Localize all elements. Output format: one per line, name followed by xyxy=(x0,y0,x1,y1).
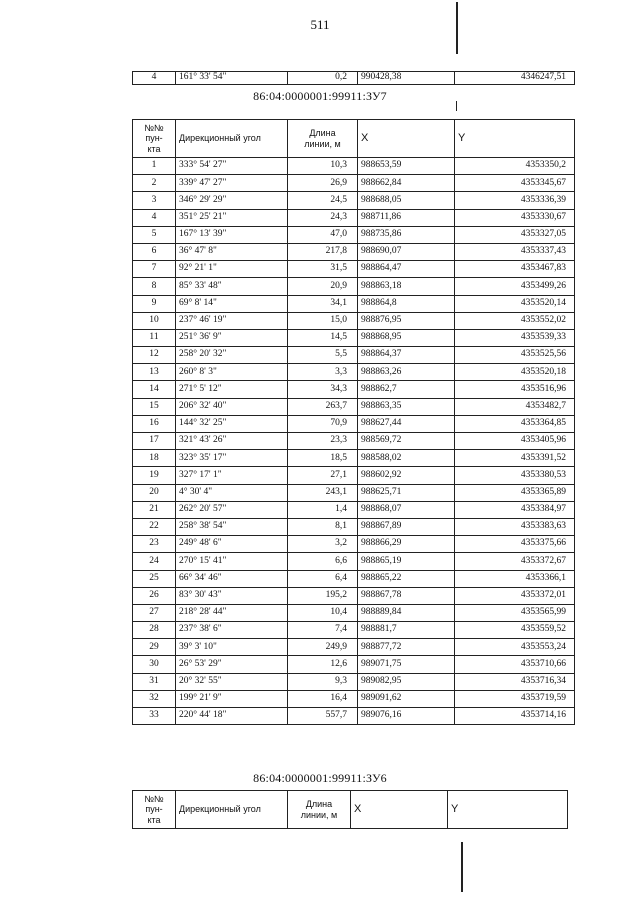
point-number: 27 xyxy=(133,604,176,621)
header-num-line3: кта xyxy=(147,143,161,154)
coord-x: 988868,07 xyxy=(358,501,455,518)
table-body xyxy=(133,791,568,829)
table-row xyxy=(133,381,575,398)
direction-angle: 351° 25' 21" xyxy=(176,209,288,226)
coord-y: 4353365,89 xyxy=(455,484,575,501)
table-row xyxy=(133,261,575,278)
table-row xyxy=(133,673,575,690)
table-row xyxy=(133,209,575,226)
point-number: 33 xyxy=(133,708,176,725)
coord-x: 988653,59 xyxy=(358,158,455,175)
coord-y: 4353520,14 xyxy=(455,295,575,312)
coord-x: 988876,95 xyxy=(358,312,455,329)
coord-x: 988865,19 xyxy=(358,553,455,570)
line-length: 217,8 xyxy=(288,243,358,260)
point-number: 29 xyxy=(133,639,176,656)
direction-angle: 249° 48' 6" xyxy=(176,536,288,553)
line-length: 6,6 xyxy=(288,553,358,570)
coord-x: 988662,84 xyxy=(358,175,455,192)
direction-angle: 20° 32' 55" xyxy=(176,673,288,690)
coord-x: 988889,84 xyxy=(358,604,455,621)
header-num-line3: кта xyxy=(147,814,161,825)
table-row xyxy=(133,329,575,346)
line-length: 7,4 xyxy=(288,622,358,639)
direction-angle: 39° 3' 10" xyxy=(176,639,288,656)
line-length: 263,7 xyxy=(288,398,358,415)
header-num-line2: пун- xyxy=(145,133,163,144)
line-length: 557,7 xyxy=(288,708,358,725)
header-y: Y xyxy=(455,120,575,158)
table-row xyxy=(133,467,575,484)
top-table-body xyxy=(133,72,575,85)
line-length: 1,4 xyxy=(288,501,358,518)
coord-y: 4353520,18 xyxy=(455,364,575,381)
coord-x: 988867,89 xyxy=(358,518,455,535)
direction-angle: 339° 47' 27" xyxy=(176,175,288,192)
table-row xyxy=(133,364,575,381)
point-number: 15 xyxy=(133,398,176,415)
table-row xyxy=(133,656,575,673)
coord-x: 988877,72 xyxy=(358,639,455,656)
coord-x: 990428,38 xyxy=(358,72,455,85)
direction-angle: 218° 28' 44" xyxy=(176,604,288,621)
coordinates-table-zu7 xyxy=(132,119,575,725)
table-row xyxy=(133,450,575,467)
coord-y: 4353499,26 xyxy=(455,278,575,295)
coord-y: 4353565,99 xyxy=(455,604,575,621)
table-row xyxy=(133,708,575,725)
point-number: 4 xyxy=(133,72,176,85)
point-number: 14 xyxy=(133,381,176,398)
table-row xyxy=(133,175,575,192)
point-number: 31 xyxy=(133,673,176,690)
direction-angle: 271° 5' 12" xyxy=(176,381,288,398)
direction-angle: 26° 53' 29" xyxy=(176,656,288,673)
line-length: 5,5 xyxy=(288,347,358,364)
point-number: 30 xyxy=(133,656,176,673)
line-length: 6,4 xyxy=(288,570,358,587)
point-number: 18 xyxy=(133,450,176,467)
line-length: 3,3 xyxy=(288,364,358,381)
direction-angle: 161° 33' 54" xyxy=(176,72,288,85)
point-number: 1 xyxy=(133,158,176,175)
direction-angle: 323° 35' 17" xyxy=(176,450,288,467)
coord-y: 4353710,66 xyxy=(455,656,575,673)
line-length: 16,4 xyxy=(288,690,358,707)
coord-x: 988690,07 xyxy=(358,243,455,260)
header-num-line2: пун- xyxy=(145,804,163,815)
table-row xyxy=(133,158,575,175)
coord-x: 988864,8 xyxy=(358,295,455,312)
coord-x: 988627,44 xyxy=(358,415,455,432)
table-row xyxy=(133,347,575,364)
line-length: 31,5 xyxy=(288,261,358,278)
coord-x: 988863,26 xyxy=(358,364,455,381)
direction-angle: 167° 13' 39" xyxy=(176,226,288,243)
point-number: 11 xyxy=(133,329,176,346)
table-header-row xyxy=(133,791,568,829)
line-length: 26,9 xyxy=(288,175,358,192)
coord-x: 988602,92 xyxy=(358,467,455,484)
coord-x: 989091,62 xyxy=(358,690,455,707)
point-number: 22 xyxy=(133,518,176,535)
table-header-row xyxy=(133,120,575,158)
direction-angle: 66° 34' 46" xyxy=(176,570,288,587)
line-length: 8,1 xyxy=(288,518,358,535)
coord-y: 4353366,1 xyxy=(455,570,575,587)
coord-y: 4353714,16 xyxy=(455,708,575,725)
header-angle: Дирекционный угол xyxy=(176,120,288,158)
top-coordinates-table xyxy=(132,71,575,85)
coord-y: 4353553,24 xyxy=(455,639,575,656)
table-row xyxy=(133,553,575,570)
coord-y: 4353405,96 xyxy=(455,433,575,450)
coord-y: 4353552,02 xyxy=(455,312,575,329)
coord-y: 4353384,97 xyxy=(455,501,575,518)
direction-angle: 92° 21' 1" xyxy=(176,261,288,278)
line-length: 10,3 xyxy=(288,158,358,175)
table-row xyxy=(133,587,575,604)
header-num-line1: №№ xyxy=(144,122,164,133)
table-row xyxy=(133,501,575,518)
direction-angle: 237° 38' 6" xyxy=(176,622,288,639)
direction-angle: 258° 20' 32" xyxy=(176,347,288,364)
coord-y: 4353482,7 xyxy=(455,398,575,415)
point-number: 5 xyxy=(133,226,176,243)
coord-y: 4353719,59 xyxy=(455,690,575,707)
direction-angle: 144° 32' 25" xyxy=(176,415,288,432)
table-row xyxy=(133,72,575,85)
direction-angle: 83° 30' 43" xyxy=(176,587,288,604)
direction-angle: 260° 8' 3" xyxy=(176,364,288,381)
point-number: 19 xyxy=(133,467,176,484)
coord-y: 4353525,56 xyxy=(455,347,575,364)
header-num-line1: №№ xyxy=(144,793,164,804)
coord-x: 988711,86 xyxy=(358,209,455,226)
coord-y: 4353383,63 xyxy=(455,518,575,535)
line-length: 249,9 xyxy=(288,639,358,656)
line-length: 195,2 xyxy=(288,587,358,604)
point-number: 9 xyxy=(133,295,176,312)
direction-angle: 333° 54' 27" xyxy=(176,158,288,175)
coord-x: 988867,78 xyxy=(358,587,455,604)
coord-x: 988865,22 xyxy=(358,570,455,587)
coord-y: 4353380,53 xyxy=(455,467,575,484)
coord-y: 4353559,52 xyxy=(455,622,575,639)
coord-x: 988866,29 xyxy=(358,536,455,553)
coord-x: 988569,72 xyxy=(358,433,455,450)
header-length-cell xyxy=(288,791,351,829)
scan-artifact-bottom xyxy=(461,842,463,892)
point-number: 16 xyxy=(133,415,176,432)
coord-x: 989076,16 xyxy=(358,708,455,725)
parcel-label-zu6: 86:04:0000001:99911:ЗУ6 xyxy=(253,771,387,785)
table-row xyxy=(133,433,575,450)
point-number: 6 xyxy=(133,243,176,260)
point-number: 26 xyxy=(133,587,176,604)
coordinates-table-zu6 xyxy=(132,790,568,829)
direction-angle: 36° 47' 8" xyxy=(176,243,288,260)
table-row xyxy=(133,604,575,621)
point-number: 4 xyxy=(133,209,176,226)
point-number: 28 xyxy=(133,622,176,639)
point-number: 10 xyxy=(133,312,176,329)
coord-y: 4353336,39 xyxy=(455,192,575,209)
point-number: 24 xyxy=(133,553,176,570)
line-length: 15,0 xyxy=(288,312,358,329)
header-num-cell xyxy=(133,791,176,829)
table-row xyxy=(133,639,575,656)
table-row xyxy=(133,192,575,209)
table-row xyxy=(133,570,575,587)
table-row xyxy=(133,226,575,243)
header-num-cell xyxy=(133,120,176,158)
line-length: 14,5 xyxy=(288,329,358,346)
coord-y: 4353467,83 xyxy=(455,261,575,278)
table-row xyxy=(133,622,575,639)
point-number: 20 xyxy=(133,484,176,501)
line-length: 47,0 xyxy=(288,226,358,243)
coord-x: 988881,7 xyxy=(358,622,455,639)
direction-angle: 69° 8' 14" xyxy=(176,295,288,312)
header-x: X xyxy=(351,791,448,829)
coord-y: 4353716,34 xyxy=(455,673,575,690)
coord-y: 4346247,51 xyxy=(455,72,575,85)
point-number: 3 xyxy=(133,192,176,209)
table-row xyxy=(133,415,575,432)
point-number: 32 xyxy=(133,690,176,707)
coord-x: 989082,95 xyxy=(358,673,455,690)
scan-artifact-top xyxy=(456,2,458,54)
table-row xyxy=(133,312,575,329)
page-number: 511 xyxy=(310,17,330,32)
line-length: 12,6 xyxy=(288,656,358,673)
direction-angle: 4° 30' 4" xyxy=(176,484,288,501)
table-row xyxy=(133,398,575,415)
table-row xyxy=(133,690,575,707)
direction-angle: 258° 38' 54" xyxy=(176,518,288,535)
header-x: X xyxy=(358,120,455,158)
coord-y: 4353345,67 xyxy=(455,175,575,192)
point-number: 2 xyxy=(133,175,176,192)
coord-y: 4353327,05 xyxy=(455,226,575,243)
line-length: 0,2 xyxy=(288,72,358,85)
coord-y: 4353375,66 xyxy=(455,536,575,553)
table-row xyxy=(133,536,575,553)
table-row xyxy=(133,243,575,260)
direction-angle: 346° 29' 29" xyxy=(176,192,288,209)
line-length: 23,3 xyxy=(288,433,358,450)
line-length: 34,1 xyxy=(288,295,358,312)
direction-angle: 262° 20' 57" xyxy=(176,501,288,518)
direction-angle: 220° 44' 18" xyxy=(176,708,288,725)
header-length-line2: линии, м xyxy=(304,138,341,149)
point-number: 12 xyxy=(133,347,176,364)
coord-y: 4353337,43 xyxy=(455,243,575,260)
point-number: 13 xyxy=(133,364,176,381)
line-length: 70,9 xyxy=(288,415,358,432)
header-length-line2: линии, м xyxy=(300,809,338,820)
line-length: 9,3 xyxy=(288,673,358,690)
coord-x: 988864,37 xyxy=(358,347,455,364)
coord-x: 988863,18 xyxy=(358,278,455,295)
line-length: 27,1 xyxy=(288,467,358,484)
direction-angle: 206° 32' 40" xyxy=(176,398,288,415)
point-number: 7 xyxy=(133,261,176,278)
coord-y: 4353372,67 xyxy=(455,553,575,570)
table-row xyxy=(133,295,575,312)
header-angle: Дирекционный угол xyxy=(176,791,288,829)
coord-x: 988625,71 xyxy=(358,484,455,501)
direction-angle: 327° 17' 1" xyxy=(176,467,288,484)
direction-angle: 251° 36' 9" xyxy=(176,329,288,346)
coord-y: 4353330,67 xyxy=(455,209,575,226)
coord-x: 989071,75 xyxy=(358,656,455,673)
header-length-line1: Длина xyxy=(309,127,336,138)
coord-y: 4353372,01 xyxy=(455,587,575,604)
coord-x: 988688,05 xyxy=(358,192,455,209)
line-length: 24,3 xyxy=(288,209,358,226)
line-length: 10,4 xyxy=(288,604,358,621)
line-length: 18,5 xyxy=(288,450,358,467)
coord-y: 4353391,52 xyxy=(455,450,575,467)
line-length: 24,5 xyxy=(288,192,358,209)
coord-y: 4353539,33 xyxy=(455,329,575,346)
coord-x: 988863,35 xyxy=(358,398,455,415)
table-row xyxy=(133,518,575,535)
coord-x: 988862,7 xyxy=(358,381,455,398)
line-length: 243,1 xyxy=(288,484,358,501)
point-number: 17 xyxy=(133,433,176,450)
coord-x: 988868,95 xyxy=(358,329,455,346)
table-row xyxy=(133,484,575,501)
parcel-label-zu7: 86:04:0000001:99911:ЗУ7 xyxy=(253,89,387,103)
line-length: 3,2 xyxy=(288,536,358,553)
coord-y: 4353516,96 xyxy=(455,381,575,398)
coord-y: 4353350,2 xyxy=(455,158,575,175)
point-number: 23 xyxy=(133,536,176,553)
direction-angle: 237° 46' 19" xyxy=(176,312,288,329)
point-number: 25 xyxy=(133,570,176,587)
direction-angle: 321° 43' 26" xyxy=(176,433,288,450)
header-length-cell xyxy=(288,120,358,158)
direction-angle: 270° 15' 41" xyxy=(176,553,288,570)
direction-angle: 85° 33' 48" xyxy=(176,278,288,295)
header-y: Y xyxy=(448,791,568,829)
coord-y: 4353364,85 xyxy=(455,415,575,432)
coord-x: 988864,47 xyxy=(358,261,455,278)
table-body xyxy=(133,120,575,725)
direction-angle: 199° 21' 9" xyxy=(176,690,288,707)
line-length: 34,3 xyxy=(288,381,358,398)
table-row xyxy=(133,278,575,295)
point-number: 8 xyxy=(133,278,176,295)
coord-x: 988735,86 xyxy=(358,226,455,243)
point-number: 21 xyxy=(133,501,176,518)
coord-x: 988588,02 xyxy=(358,450,455,467)
header-length-line1: Длина xyxy=(305,798,333,809)
line-length: 20,9 xyxy=(288,278,358,295)
